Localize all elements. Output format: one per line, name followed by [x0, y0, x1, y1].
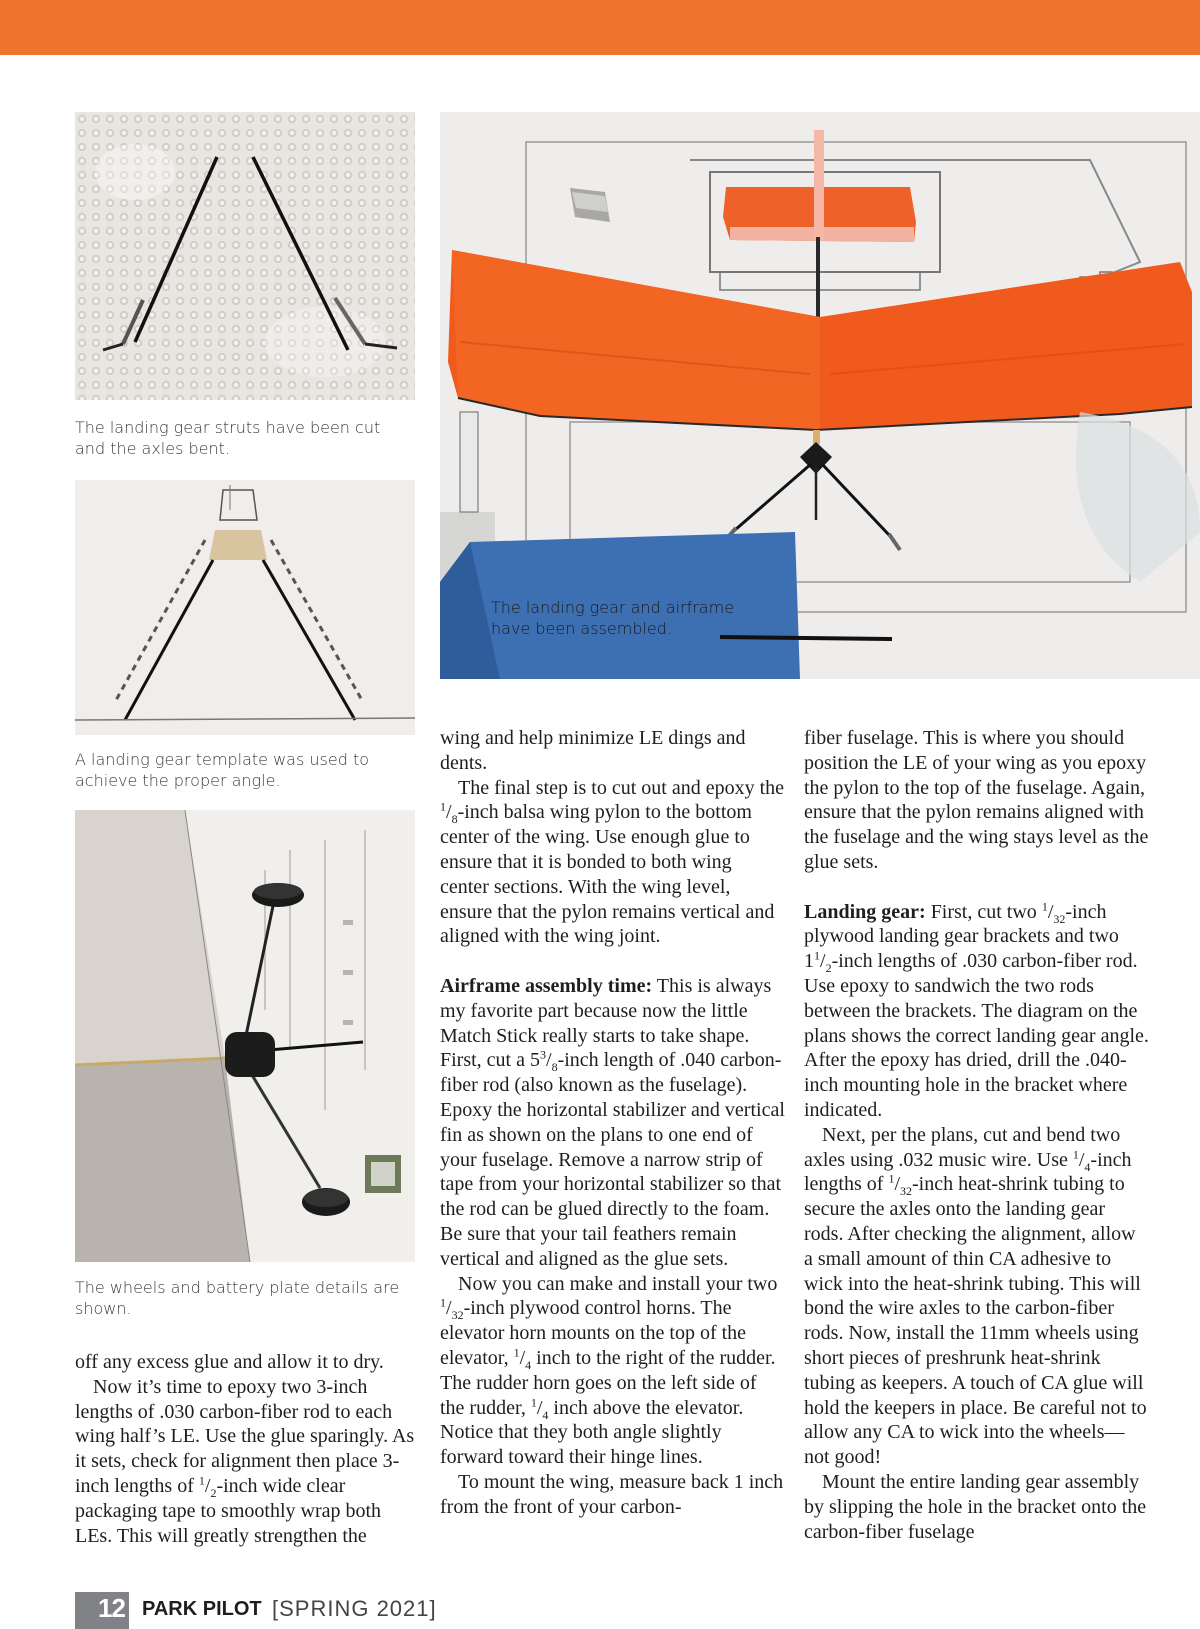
col2-paragraph-5: To mount the wing, measure back 1 inch from the front of your carbon- [440, 1470, 784, 1518]
col3-p3-text-a: Next, per the plans, cut and bend two axles using .032 music wire. Use [804, 1123, 1121, 1171]
col2-p2-text-b: -inch balsa wing pylon to the bottom center of the wing. Use enough glue to ensure that it is bonded to both wing center sections. With the wing level, ensure that the pylon remains vertical and aligned with the wing joint. [440, 801, 775, 948]
col2-p2-text-a: The final step is to cut out and epoxy the [458, 776, 785, 799]
caption-landing-gear-struts: The landing gear struts have been cut and the axles bent. [75, 418, 381, 458]
col2-p2-fraction-den: 8 [451, 812, 458, 827]
col2-p4-text-a: Now you can make and install your two [458, 1272, 778, 1295]
photo-assembled-airframe [440, 112, 1200, 679]
col1-paragraph-1: off any excess glue and allow it to dry. [75, 1351, 384, 1373]
column-3-text [804, 726, 1149, 1544]
col1-p2-fraction-num: 1 [198, 1473, 205, 1488]
col3-paragraph-4: Mount the entire landing gear assembly by slipping the hole in the bracket onto the carbon-fiber fuselage [804, 1470, 1147, 1543]
col3-paragraph-3: Next, per the plans, cut and bend two axles using .032 music wire. Use $^1/_4$-inch lengths of $^1/_{32}$-inch heat-shrink tubing to secure the axles onto the landing gear rods. After checking the alignment, allow a small amount of thin CA adhesive to wick into the heat-shrink tubing. This will bond the wire axles to the carbon-fiber rods. Now, install the 11mm wheels using short pieces of preshrunk heat-shrink tubing as keepers. A touch of CA glue will hold the keepers in place. Be careful not to allow any CA to wick into the wheels—not good! [804, 1123, 1147, 1469]
airframe-image [440, 112, 1200, 679]
col3-p2-heading: Landing gear: [804, 900, 926, 923]
col2-p4-fraction-den: 32 [451, 1308, 464, 1323]
col2-p3-fraction-den: 8 [551, 1060, 558, 1075]
col3-paragraph-2: Landing gear: First, cut two $^1/_{32}$-inch plywood landing gear brackets and two $1^1/_2$-inch lengths of .030 carbon-fiber rod. Use epoxy to sandwich the two rods between the brackets. The diagram on the plans shows the correct landing gear angle. After the epoxy has dried, drill the .040-inch mounting hole in the bracket where indicated. [804, 898, 1149, 1121]
caption-wheels-battery-plate: The wheels and battery plate details are shown. [75, 1278, 400, 1318]
col3-p3-fraction-num: 1 [1072, 1146, 1079, 1161]
col2-paragraph-2: The final step is to cut out and epoxy the $^1/_8$-inch balsa wing pylon to the bottom center of the wing. Use enough glue to ensure that it is bonded to both wing center sections. With the wing level, ensure that the pylon remains vertical and aligned with the wing joint. [440, 776, 785, 948]
column-1-text [75, 1350, 420, 1548]
col3-p2-fraction2-den: 2 [825, 961, 832, 976]
col2-p4-fraction2-den: 4 [525, 1357, 532, 1372]
caption-assembled-airframe-line2: have been assembled. [491, 619, 673, 638]
template-image [75, 480, 415, 735]
col2-p3-heading: Airframe assembly time: [440, 974, 653, 997]
col1-p2-fraction-den: 2 [210, 1485, 217, 1500]
col3-p2-text-b: -inch plywood landing gear brackets and two 1 [804, 900, 1119, 973]
header-bar [0, 0, 1200, 55]
col3-paragraph-1: fiber fuselage. This is where you should position the LE of your wing as you epoxy the pylon to the top of the fuselage. Again, ensure that the pylon remains aligned with the fuselage and the wing stays level as the glue sets. [804, 727, 1149, 873]
col2-p2-fraction-num: 1 [440, 799, 446, 814]
col2-p4-fraction3-num: 1 [530, 1394, 537, 1409]
col3-p3-text-c: -inch heat-shrink tubing to secure the axles onto the landing gear rods. After checking the alignment, allow a small amount of thin CA adhesive to wick into the heat-shrink tubing. This will bond the wire axles to the carbon-fiber rods. Now, install the 11mm wheels using short pieces of preshrunk heat-shrink tubing as keepers. A touch of CA glue will hold the keepers in place. Be careful not to allow any CA to wick into the wheels—not good! [804, 1173, 1147, 1469]
col3-p3-fraction-den: 4 [1084, 1159, 1091, 1174]
caption-assembled-airframe [491, 597, 734, 639]
col3-p2-fraction-den: 32 [1053, 911, 1066, 926]
col2-p3-text-b: -inch length of .040 carbon-fiber rod (also known as the fuselage). Epoxy the horizontal stabilizer and vertical fin as shown on the plans to one end of your fuselage. Remove a narrow strip of tape from your horizontal stabilizer so that the rod can be glued directly to the foam. Be sure that your tail feathers remain vertical and aligned as the glue sets. [440, 1049, 785, 1270]
wheels-image [75, 810, 415, 1262]
col2-p4-text-c: inch to the right of the rudder. The rudder horn goes on the left side of the rudder, [440, 1346, 776, 1419]
col2-p3-fraction-num: 3 [540, 1047, 546, 1062]
col2-p4-fraction-num: 1 [440, 1295, 446, 1310]
photo-wheels-battery-plate [75, 810, 415, 1262]
col3-p2-fraction-num: 1 [1041, 898, 1048, 913]
page-number: 12 [98, 1593, 125, 1623]
col3-p3-fraction2-den: 32 [900, 1184, 912, 1199]
col3-p3-text-b: -inch lengths of [804, 1148, 1132, 1196]
col2-paragraph-1: wing and help minimize LE dings and dents. [440, 727, 746, 774]
col3-p2-text-c: -inch lengths of .030 carbon-fiber rod. Use epoxy to sandwich the two rods between the brackets. The diagram on the plans shows the correct landing gear angle. After the epoxy has dried, drill the .040-inch mounting hole in the bracket where indicated. [804, 950, 1149, 1121]
col3-p2-text-a: First, cut two [925, 900, 1042, 923]
col3-p2-fraction2-num: 1 [814, 948, 820, 963]
col2-paragraph-4: Now you can make and install your two $^1/_{32}$-inch plywood control horns. The elevator horn mounts on the top of the elevator, $^1/_4$ inch to the right of the rudder. The rudder horn goes on the left side of the rudder, $^1/_4$ inch above the elevator. Notice that they both angle slightly forward toward their hinge lines. [440, 1272, 778, 1469]
issue-label: [SPRING 2021] [272, 1596, 437, 1621]
column-2-text [440, 726, 785, 1520]
col2-p4-text-b: -inch plywood control horns. The elevator horn mounts on the top of the elevator, [440, 1297, 747, 1369]
magazine-title: PARK PILOT [142, 1598, 262, 1620]
caption-assembled-airframe-line1: The landing gear and airframe [491, 598, 735, 617]
struts-image [75, 112, 415, 400]
col1-p2-text-b: -inch wide clear packaging tape to smoothly wrap both LEs. This will greatly strengthen the [75, 1474, 382, 1547]
col3-p3-fraction2-num: 1 [888, 1171, 895, 1186]
caption-landing-gear-template: A landing gear template was used to achieve the proper angle. [75, 750, 370, 790]
col2-p4-text-d: inch above the elevator. Notice that they both angle slightly forward toward their hinge lines. [440, 1396, 744, 1469]
col1-paragraph-2: Now it’s time to epoxy two 3-inch lengths of .030 carbon-fiber rod to each wing half’s LE. Use the glue sparingly. As it sets, check for alignment then place 3-inch lengths of $^1/_2$-inch wide clear packaging tape to smoothly wrap both LEs. This will greatly strengthen the [75, 1375, 415, 1547]
photo-landing-gear-template [75, 480, 415, 735]
col2-p3-text-a: This is always my favorite part because now the little Match Stick really starts to take shape. First, cut a 5 [440, 974, 772, 1072]
photo-landing-gear-struts [75, 112, 415, 400]
col2-p4-fraction2-num: 1 [513, 1345, 520, 1360]
col2-p4-fraction3-den: 4 [542, 1407, 549, 1422]
col1-p2-text-a: Now it’s time to epoxy two 3-inch lengths of .030 carbon-fiber rod to each wing half’s LE. Use the glue sparingly. As it sets, check for alignment then place 3-inch lengths of [75, 1375, 415, 1497]
col2-paragraph-3: Airframe assembly time: This is always my favorite part because now the little Match Stick really starts to take shape. First, cut a $5^3/_8$-inch length of .040 carbon-fiber rod (also known as the fuselage). Epoxy the horizontal stabilizer and vertical fin as shown on the plans to one end of your fuselage. Remove a narrow strip of tape from your horizontal stabilizer so that the rod can be glued directly to the foam. Be sure that your tail feathers remain vertical and aligned as the glue sets. [440, 974, 785, 1270]
